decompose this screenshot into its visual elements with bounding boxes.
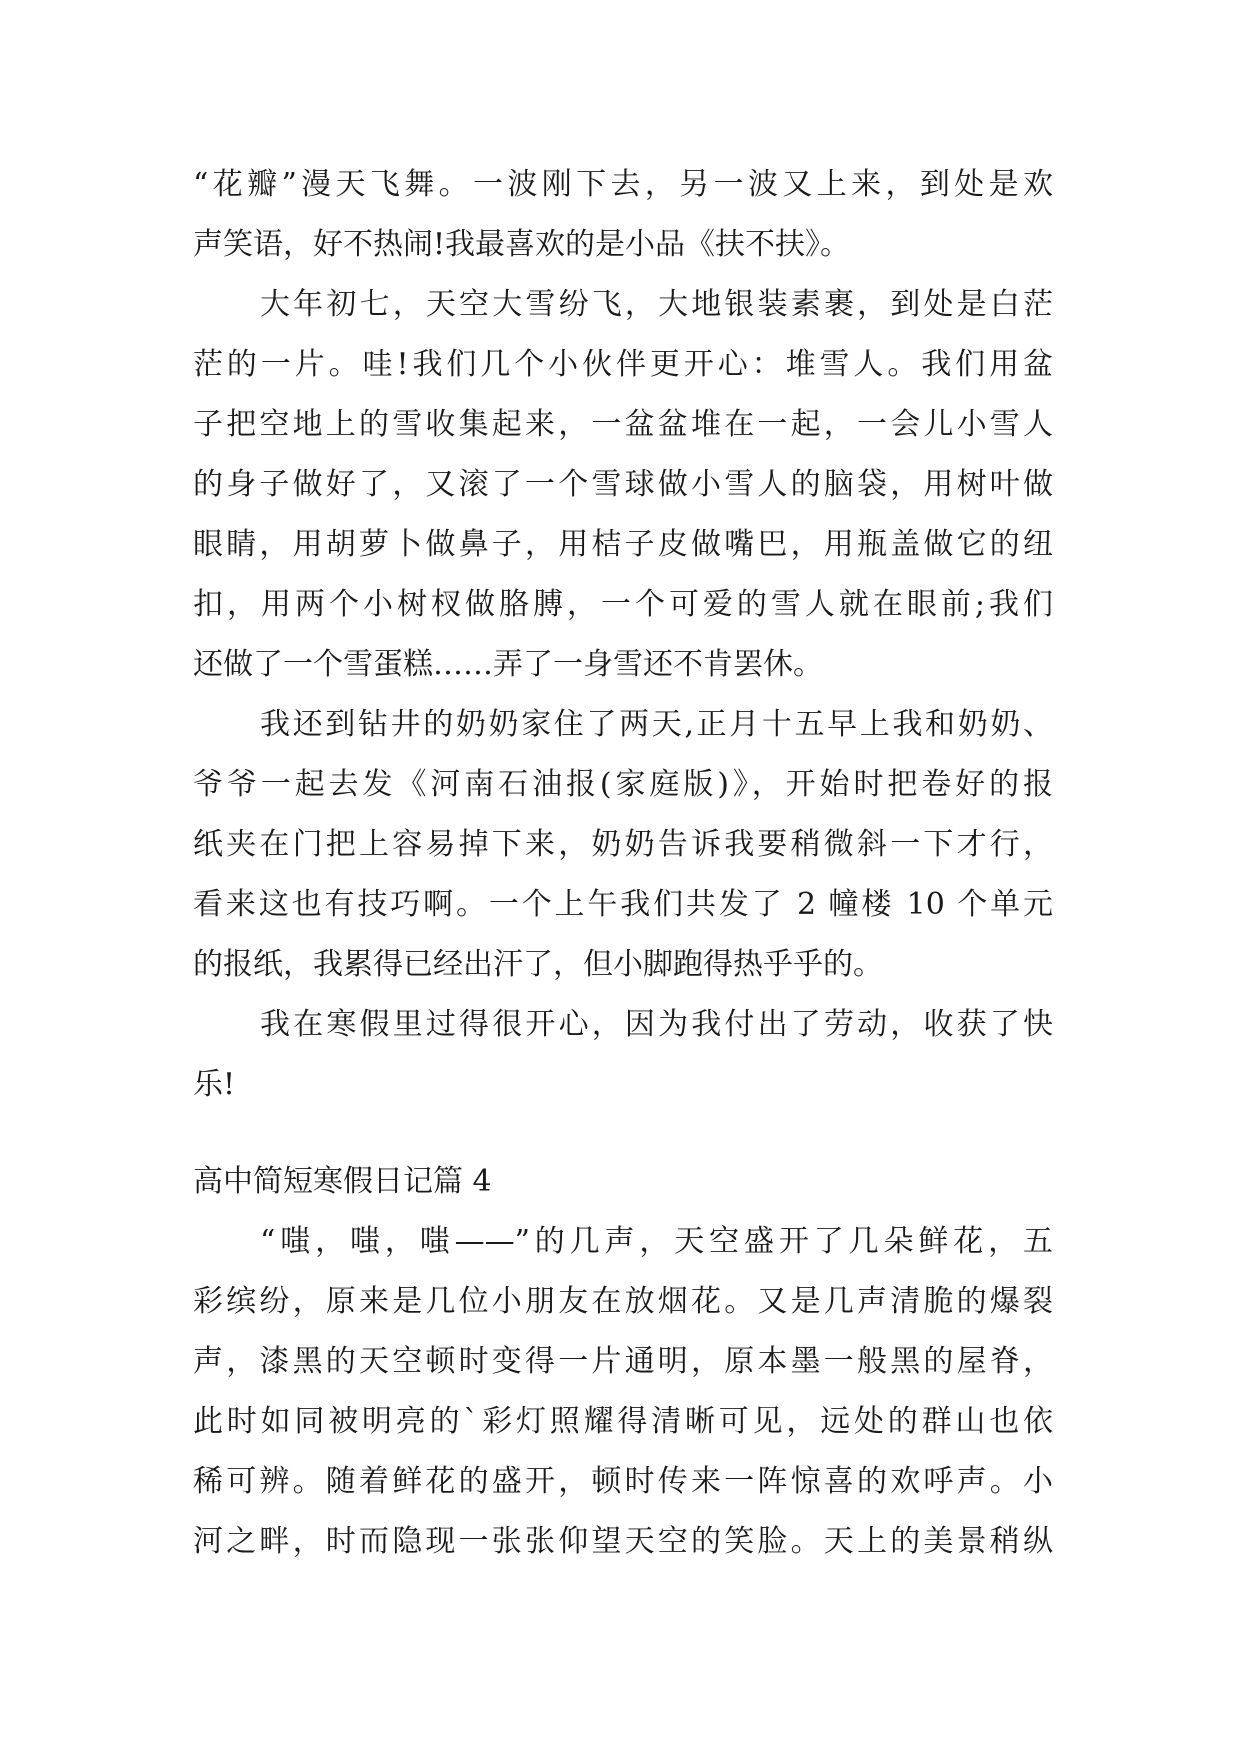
paragraph-line: 眼睛，用胡萝卜做鼻子，用桔子皮做嘴巴，用瓶盖做它的纽 (193, 527, 1053, 562)
section-heading: 高中简短寒假日记篇 4 (193, 1164, 492, 1199)
paragraph-line: 爷爷一起去发《河南石油报(家庭版)》，开始时把卷好的报 (193, 767, 1053, 802)
paragraph-line: 乐! (193, 1067, 236, 1102)
paragraph-line: 看来这也有技巧啊。一个上午我们共发了 2 幢楼 10 个单元 (193, 887, 1053, 922)
paragraph-line: 还做了一个雪蛋糕……弄了一身雪还不肯罢休。 (193, 647, 823, 682)
paragraph-line: “嗤，嗤，嗤——”的几声，天空盛开了几朵鲜花，五 (260, 1224, 1053, 1259)
paragraph-line: 纸夹在门把上容易掉下来，奶奶告诉我要稍微斜一下才行， (193, 827, 1053, 862)
paragraph-line: “花瓣”漫天飞舞。一波刚下去，另一波又上来，到处是欢 (193, 167, 1053, 202)
paragraph-line: 声，漆黑的天空顿时变得一片通明，原本墨一般黑的屋脊， (193, 1344, 1053, 1379)
paragraph-line: 河之畔，时而隐现一张张仰望天空的笑脸。天上的美景稍纵 (193, 1524, 1053, 1559)
paragraph-line: 的身子做好了，又滚了一个雪球做小雪人的脑袋，用树叶做 (193, 467, 1053, 502)
paragraph-line: 茫的一片。哇!我们几个小伙伴更开心：堆雪人。我们用盆 (193, 347, 1053, 382)
paragraph-line: 声笑语，好不热闹!我最喜欢的是小品《扶不扶》。 (193, 227, 851, 262)
paragraph-line: 的报纸，我累得已经出汗了，但小脚跑得热乎乎的。 (193, 947, 883, 982)
paragraph-line: 我还到钻井的奶奶家住了两天,正月十五早上我和奶奶、 (260, 707, 1053, 742)
paragraph-line: 子把空地上的雪收集起来，一盆盆堆在一起，一会儿小雪人 (193, 407, 1053, 442)
paragraph-line: 我在寒假里过得很开心，因为我付出了劳动，收获了快 (260, 1007, 1053, 1042)
paragraph-line: 此时如同被明亮的`彩灯照耀得清晰可见，远处的群山也依 (193, 1404, 1053, 1439)
paragraph-line: 彩缤纷，原来是几位小朋友在放烟花。又是几声清脆的爆裂 (193, 1284, 1053, 1319)
paragraph-line: 扣，用两个小树杈做胳膊，一个可爱的雪人就在眼前;我们 (193, 587, 1053, 622)
paragraph-line: 大年初七，天空大雪纷飞，大地银装素裹，到处是白茫 (260, 287, 1053, 322)
paragraph-line: 稀可辨。随着鲜花的盛开，顿时传来一阵惊喜的欢呼声。小 (193, 1464, 1053, 1499)
